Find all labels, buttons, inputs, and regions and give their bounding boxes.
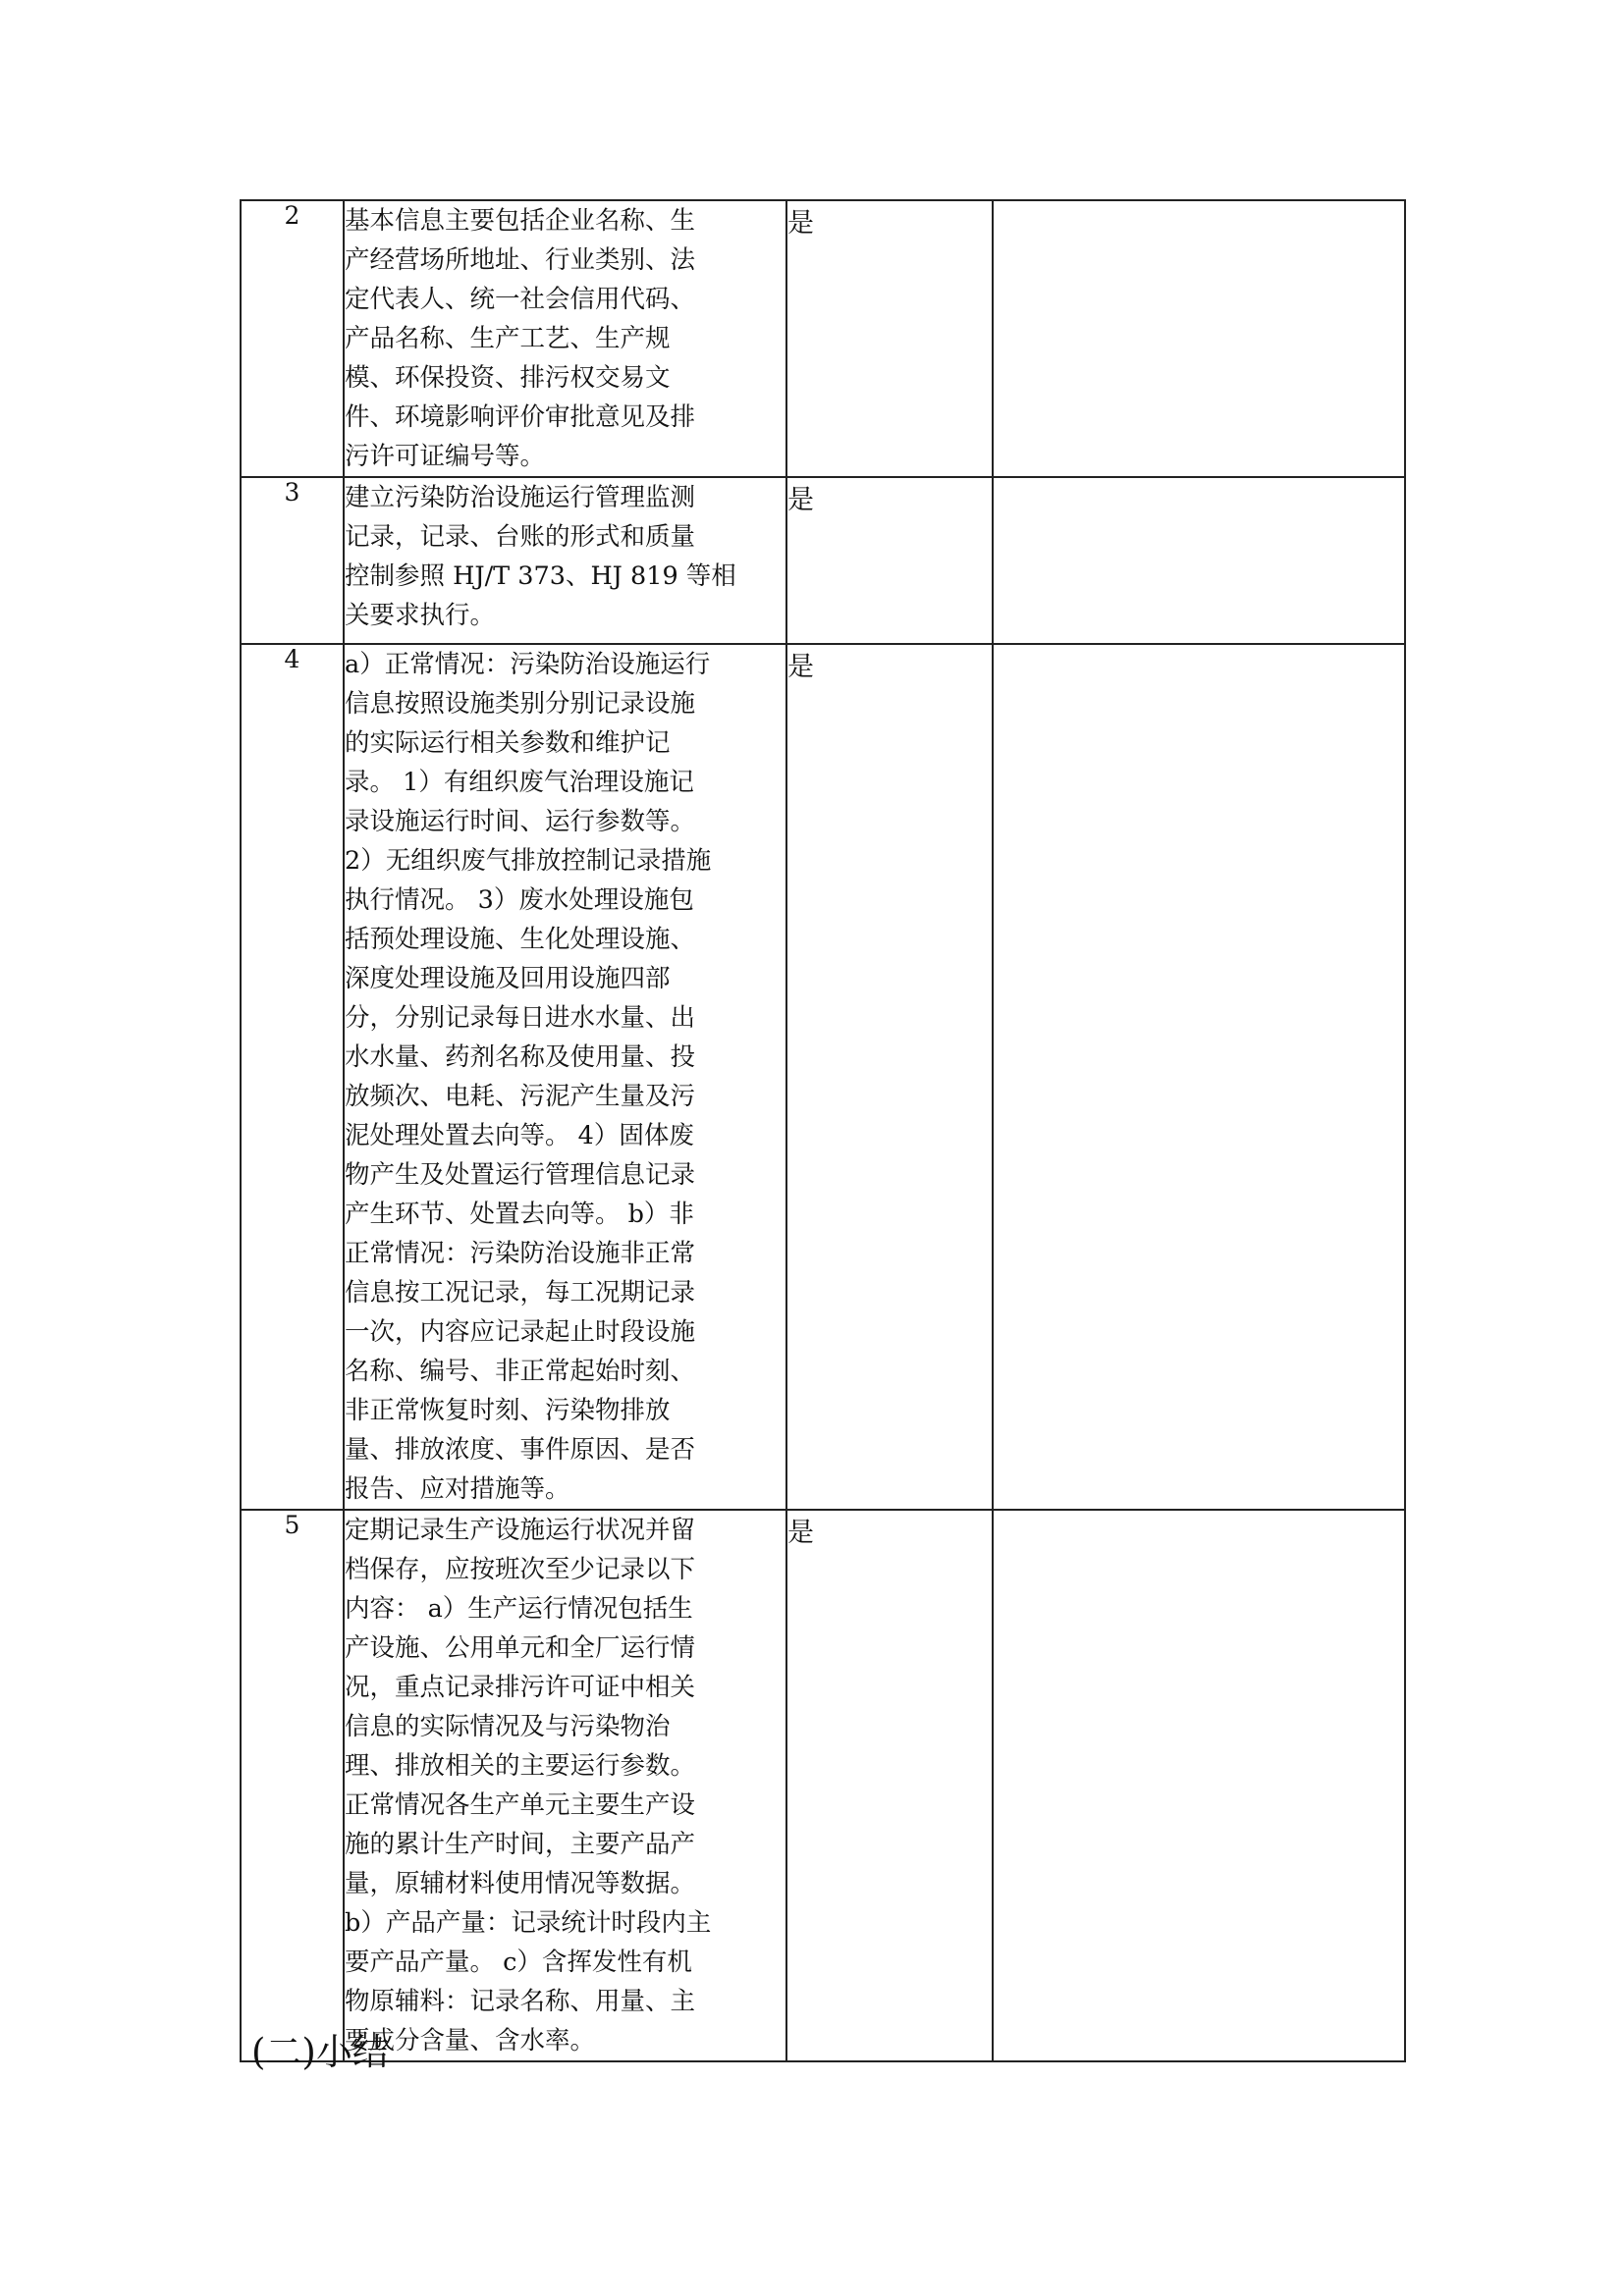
- row-number: 2: [241, 200, 344, 477]
- requirement-text: a）正常情况：污染防治设施运行 信息按照设施类别分别记录设施 的实际运行相关参数和维护记 录。 1）有组织废气治理设施记 录设施运行时间、运行参数等。 2）无组织废气排放控制记录措施 执行情况。 3）废水处理设施包 括预处理设施、生化处理设施、 深度处理设施及回用设施四部 分，分别记录每日进水水量、出 水水量、药剂名称及使用量、投 放频次、电耗、污泥产生量及污 泥处理处置去向等。 4）固体废 物产生及处置运行管理信息记录 产生环节、处置去向等。 b）非 正常情况：污染防治设施非正常 信息按工况记录，每工况期记录 一次，内容应记录起止时段设施 名称、编号、非正常起始时刻、 非正常恢复时刻、污染物排放 量、排放浓度、事件原因、是否 报告、应对措施等。: [344, 644, 786, 1510]
- row-number: 4: [241, 644, 344, 1510]
- compliance-result: 是: [786, 200, 993, 477]
- table-row: [241, 644, 1405, 1510]
- requirement-text: 基本信息主要包括企业名称、生 产经营场所地址、行业类别、法 定代表人、统一社会信用代码、 产品名称、生产工艺、生产规 模、环保投资、排污权交易文 件、环境影响评价审批意见及排 污许可证编号等。: [344, 200, 786, 477]
- compliance-result: 是: [786, 477, 993, 644]
- remark-cell: [993, 1510, 1405, 2061]
- row-number: 5: [241, 1510, 344, 2061]
- section-heading: (二)小结: [251, 2031, 389, 2073]
- compliance-result: 是: [786, 1510, 993, 2061]
- table-row: [241, 1510, 1405, 2061]
- compliance-result: 是: [786, 644, 993, 1510]
- remark-cell: [993, 644, 1405, 1510]
- remark-cell: [993, 200, 1405, 477]
- requirement-text: 建立污染防治设施运行管理监测 记录，记录、台账的形式和质量 控制参照 HJ/T 373、HJ 819 等相 关要求执行。: [344, 477, 786, 644]
- inspection-table: [240, 199, 1406, 2062]
- remark-cell: [993, 477, 1405, 644]
- requirement-text: 定期记录生产设施运行状况并留 档保存，应按班次至少记录以下 内容： a）生产运行情况包括生 产设施、公用单元和全厂运行情 况，重点记录排污许可证中相关 信息的实际情况及与污染物治 理、排放相关的主要运行参数。 正常情况各生产单元主要生产设 施的累计生产时间，主要产品产 量，原辅材料使用情况等数据。 b）产品产量：记录统计时段内主 要产品产量。 c）含挥发性有机 物原辅料：记录名称、用量、主 要成分含量、含水率。: [344, 1510, 786, 2061]
- table-row: [241, 200, 1405, 477]
- row-number: 3: [241, 477, 344, 644]
- table-row: [241, 477, 1405, 644]
